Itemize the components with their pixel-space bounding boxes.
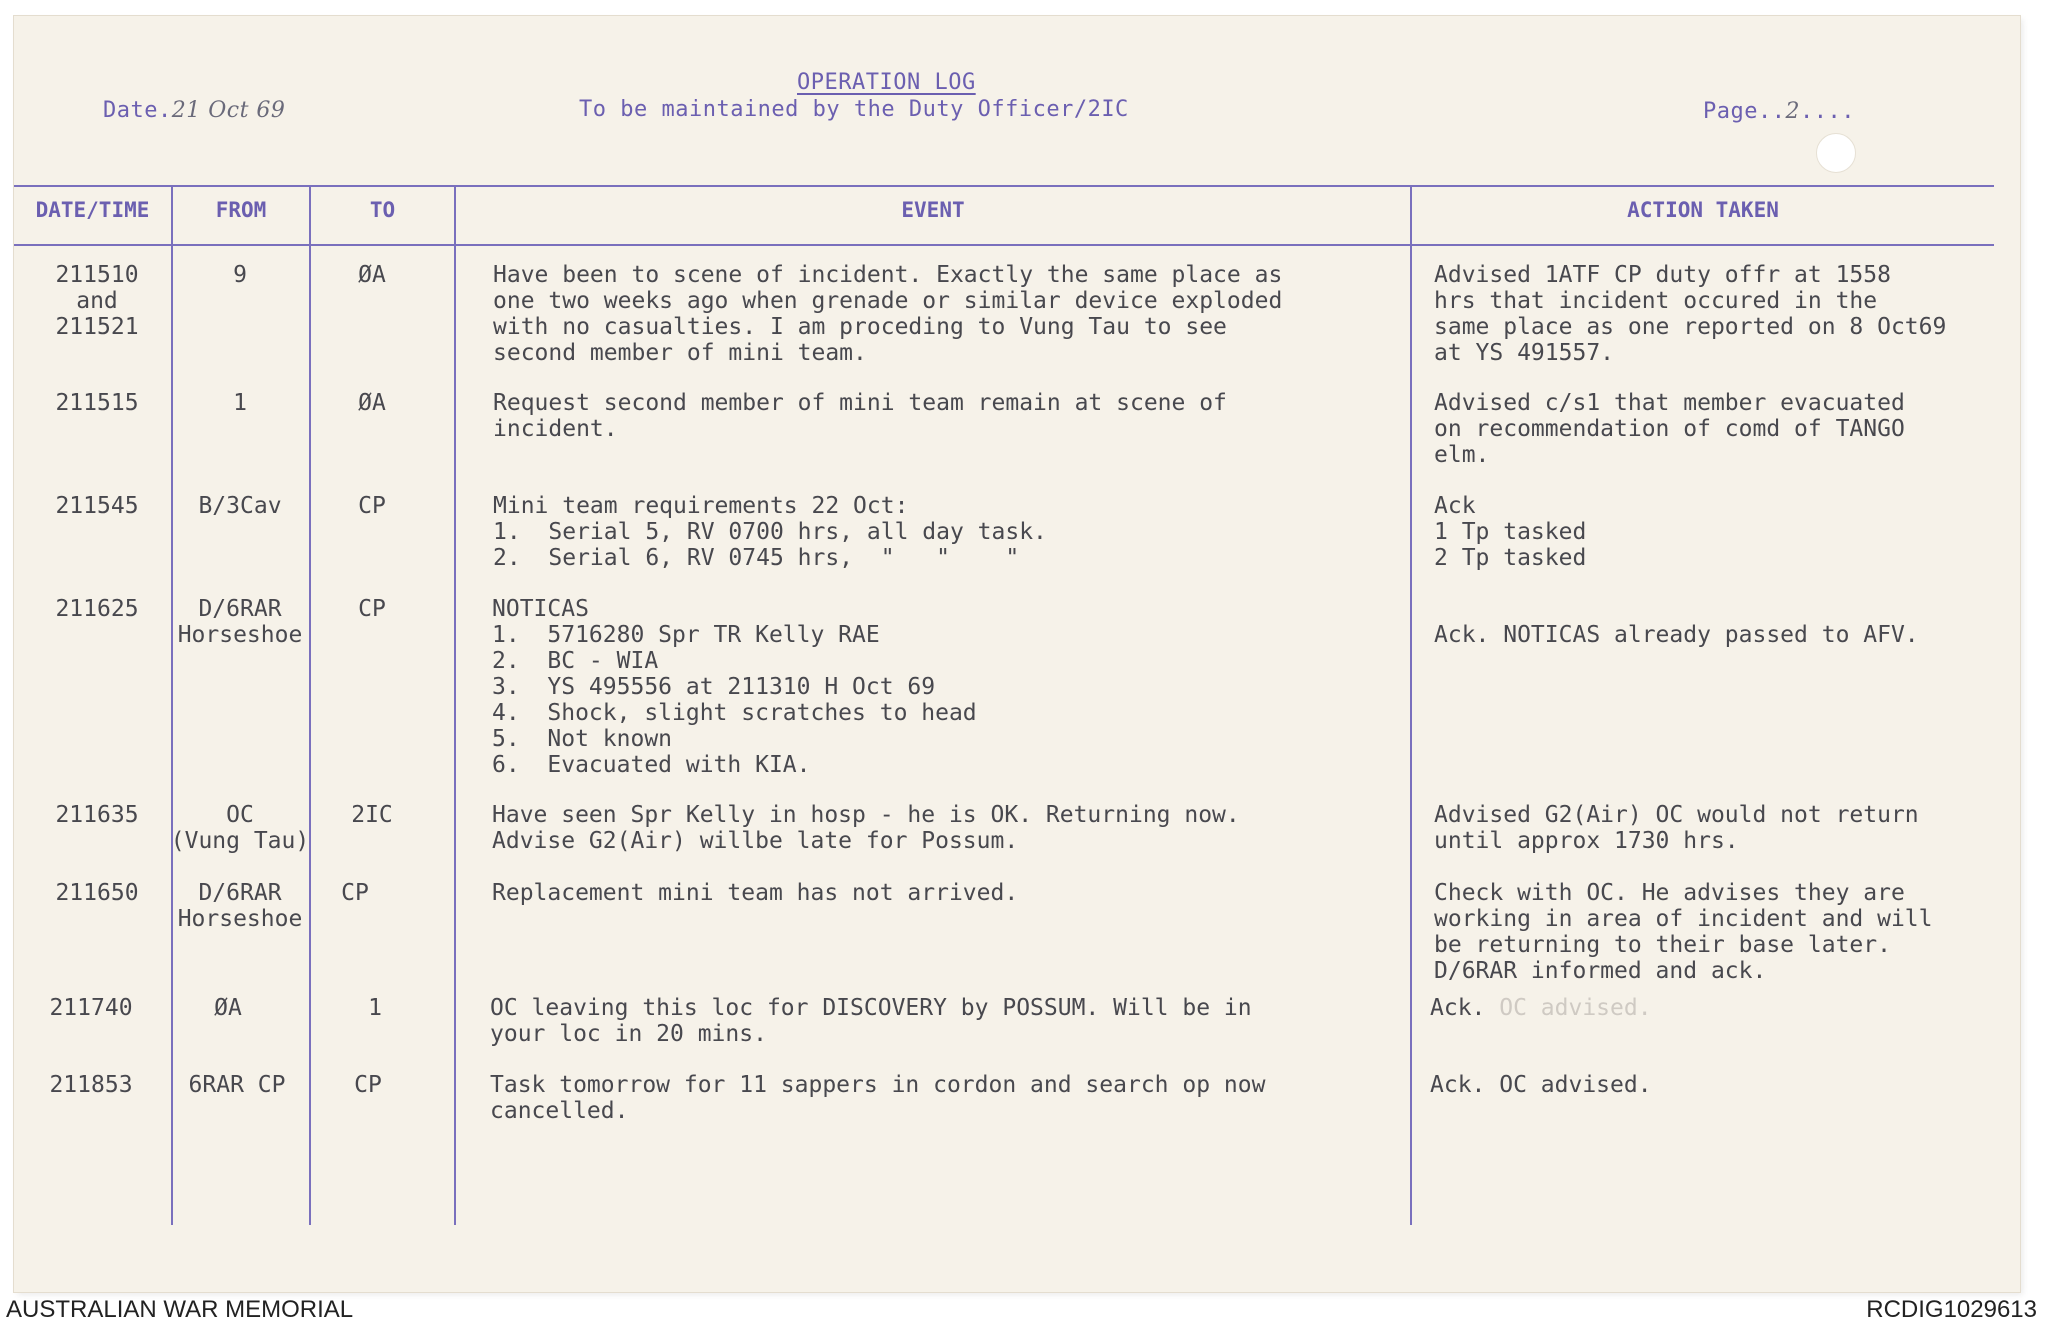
row-datetime: 211650 [55,880,139,906]
row-to: CP [358,493,386,519]
row-action-text: Ack 1 Tp tasked 2 Tp tasked [1434,493,1587,571]
column-header-action: ACTION TAKEN [1627,198,1779,222]
page-label: Page.. [1703,99,1786,124]
column-divider [454,185,456,1225]
row-action-text: Check with OC. He advises they are working in area of incident and will be returning to their base later. D/6RAR informed and ack. [1434,880,1933,984]
row-datetime: 211635 [55,802,139,828]
row-action-text: Ack. NOTICAS already passed to AFV. [1434,622,1919,648]
table-top-rule [14,185,1994,187]
row-action [1434,802,1919,854]
row-action [1434,390,1905,468]
archive-credit: AUSTRALIAN WAR MEMORIAL [6,1296,354,1323]
page-subtitle: To be maintained by the Duty Officer/2IC [579,97,1129,122]
row-to: ØA [358,390,386,416]
row-to: ØA [358,262,386,288]
column-header-datetime: DATE/TIME [35,198,150,222]
row-event: Have been to scene of incident. Exactly the same place as one two weeks ago when grenade or similar device exploded with no casualties. I am proceding to Vung Tau to see second member of mini team. [493,262,1283,366]
row-datetime: 211625 [55,596,139,622]
archive-reference: RCDIG1029613 [1866,1296,2037,1323]
row-event: Task tomorrow for 11 sappers in cordon and search op now cancelled. [490,1072,1266,1124]
row-from: ØA [214,995,242,1021]
row-datetime: 211740 [49,995,133,1021]
column-divider [171,185,173,1225]
row-action [1434,596,1919,648]
row-event: NOTICAS 1. 5716280 Spr TR Kelly RAE 2. BC - WIA 3. YS 495556 at 211310 H Oct 69 4. Shock, slight scratches to head 5. Not known 6. Evacuated with KIA. [492,596,977,778]
row-action [1430,1072,1652,1098]
row-action [1430,995,1652,1021]
row-to: 2IC [351,802,393,828]
row-action-text: Advised G2(Air) OC would not return until approx 1730 hrs. [1434,802,1919,854]
row-event: Replacement mini team has not arrived. [492,880,1019,906]
page-title: OPERATION LOG [797,70,976,95]
column-divider [309,185,311,1225]
row-from: D/6RAR Horseshoe [177,880,303,932]
row-action [1434,493,1586,571]
column-divider [1410,185,1412,1225]
row-datetime: 211510 and 211521 [55,262,139,340]
column-header-from: FROM [215,198,267,222]
row-to: CP [354,1072,382,1098]
date-field [103,98,285,123]
column-header-event: EVENT [901,198,965,222]
row-action [1434,262,1946,366]
row-from: 9 [233,262,247,288]
page-number: 2 [1785,99,1800,124]
row-to: 1 [368,995,382,1021]
row-event: OC leaving this loc for DISCOVERY by POSSUM. Will be in your loc in 20 mins. [490,995,1252,1047]
row-event: Have seen Spr Kelly in hosp - he is OK. Returning now. Advise G2(Air) willbe late for Possum. [492,802,1240,854]
row-from: 6RAR CP [188,1072,286,1098]
row-event: Mini team requirements 22 Oct: 1. Serial 5, RV 0700 hrs, all day task. 2. Serial 6, RV 0745 hrs, " " " [493,493,1047,571]
row-action [1434,880,1933,984]
row-from: OC (Vung Tau) [170,802,310,854]
row-to: CP [341,880,369,906]
row-action-text: Advised c/s1 that member evacuated on recommendation of comd of TANGO elm. [1434,390,1905,468]
punch-hole [1816,133,1856,173]
row-datetime: 211515 [55,390,139,416]
date-value: 21 Oct 69 [171,98,286,123]
page-suffix: .... [1799,99,1855,124]
row-datetime: 211853 [49,1072,133,1098]
row-event: Request second member of mini team remain at scene of incident. [493,390,1227,442]
page-number-field [1703,99,1855,124]
row-datetime: 211545 [55,493,139,519]
row-action-text: Advised 1ATF CP duty offr at 1558 hrs that incident occured in the same place as one reported on 8 Oct69 at YS 491557. [1434,262,1947,366]
row-action-text: Ack. [1430,995,1500,1021]
row-from: D/6RAR Horseshoe [177,596,303,648]
row-from: 1 [233,390,247,416]
row-action-text: Ack. OC advised. [1430,1072,1652,1098]
date-label: Date. [103,98,172,123]
row-from: B/3Cav [198,493,282,519]
row-to: CP [358,596,386,622]
column-header-to: TO [369,198,396,222]
header-bottom-rule [14,244,1994,246]
row-action-faded: OC advised. [1499,995,1652,1021]
